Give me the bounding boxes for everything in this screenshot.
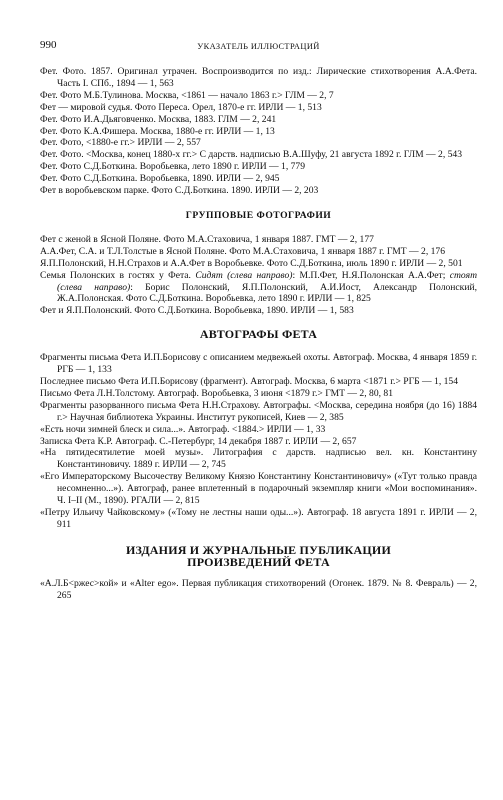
index-entry: «Петру Ильичу Чайковскому» («Тому не лестны наши оды...»). Автограф. 18 августа 1891 г. ИРЛИ — 2, 911 [40,507,477,530]
index-entry: Фет. Фото К.А.Фишера. Москва, 1880-е гг. ИРЛИ — 1, 13 [40,125,275,137]
publication-entries [40,578,477,602]
index-entry: «Есть ночи зимней блеск и сила...». Автограф. <1884.> ИРЛИ — 1, 33 [40,423,326,435]
index-entry: Фет. Фото И.А.Дьяговченко. Москва, 1883. ГЛМ — 2, 241 [40,113,277,125]
index-entry: Фет. Фото. 1857. Оригинал утрачен. Воспроизводится по изд.: Лирические стихотворения А.А.Фета. Часть I. СПб., 1894 — 1, 563 [40,66,477,89]
publications-heading-line2: ПРОИЗВЕДЕНИЙ ФЕТА [187,555,330,570]
index-entry: Письмо Фета Л.Н.Толстому. Автограф. Воробьевка, 3 июня <1879 г.> ГМТ — 2, 80, 81 [40,387,394,399]
autograph-entries [40,352,477,531]
index-entry: А.А.Фет, С.А. и Т.Л.Толстые в Ясной Поляне. Фото М.А.Стаховича, 1 января 1887 г. ГМТ — 2, 176 [40,245,446,257]
autographs-heading: АВТОГРАФЫ ФЕТА [199,327,318,342]
publications-heading-line1: ИЗДАНИЯ И ЖУРНАЛЬНЫЕ ПУБЛИКАЦИИ [126,542,391,557]
index-entry: Я.П.Полонский, Н.Н.Страхов и А.А.Фет в Воробьевке. Фото С.Д.Боткина, июль 1890 г. ИРЛИ — 2, 501 [40,257,463,269]
index-entry: Фет с женой в Ясной Поляне. Фото М.А.Стаховича, 1 января 1887. ГМТ — 2, 177 [40,233,374,245]
index-entry: Фрагменты разорванного письма Фета Н.Н.Страхову. Автографы. <Москва, середина ноября (до 16) 1884 г.> Научная библиотека Украины. Институт рукописей, Киев — 2, 385 [40,399,477,423]
standing-names: : Борис Полонский, Я.П.Полонский, А.И.Иост, Александр Полонский, Ж.А.Полонская. Фото С.Д.Боткина. Воробьевка, лето 1890 г. ИРЛИ — 1, 825 [57,281,477,305]
standing-label: стоят (слева направо) [57,269,477,293]
index-entry: Фет. Фото, <1880-е гг.> ИРЛИ — 2, 557 [40,137,201,149]
index-entry-polonsky-family [40,270,477,306]
index-entry: Фет. Фото С.Д.Боткина. Воробьевка, 1890. ИРЛИ — 2, 945 [40,173,280,185]
entry-lead: Семья Полонских в гостях у Фета. [40,269,196,281]
seated-label: Сидят (слева направо) [195,269,293,281]
index-entry: «На пятидесятилетие моей музы». Литография с дарств. надписью вел. кн. Константину Константиновичу. 1889 г. ИРЛИ — 2, 745 [40,447,477,471]
index-entry: Фет. Фото М.Б.Тулинова. Москва, <1861 — начало 1863 г.> ГЛМ — 2, 7 [40,89,334,101]
seated-names: : М.П.Фет, Н.Я.Полонская А.А.Фет; [292,269,450,281]
index-entry: Записка Фета К.Р. Автограф. С.-Петербург, 14 декабря 1887 г. ИРЛИ — 2, 657 [40,435,357,447]
index-entry: Фет. Фото С.Д.Боткина. Воробьевка, лето 1890 г. ИРЛИ — 1, 779 [40,161,306,173]
running-head [40,40,477,54]
index-entry: «А.Л.Б<ржес>кой» и «Alter ego». Первая публикация стихотворений (Огонек. 1879. № 8. Февраль) — 2, 265 [40,577,477,601]
page-number: 990 [40,39,57,51]
group-photo-entries [40,234,477,317]
portrait-entries [40,66,477,197]
index-entry: Фет. Фото. <Москва, конец 1880-х гг.> С дарств. надписью В.А.Шуфу, 21 августа 1892 г. ГЛМ — 2, 543 [40,149,463,161]
index-entry: Фрагменты письма Фета И.П.Борисову с описанием медвежьей охоты. Автограф. Москва, 4 января 1859 г. РГБ — 1, 133 [40,352,477,376]
publications-heading [40,544,477,569]
index-entry: Фет и Я.П.Полонский. Фото С.Д.Боткина. Воробьевка, 1890. ИРЛИ — 1, 583 [40,305,354,317]
index-entry: Фет — мировой судья. Фото Переса. Орел, 1870-е гг. ИРЛИ — 1, 513 [40,101,322,113]
running-title: УКАЗАТЕЛЬ ИЛЛЮСТРАЦИЙ [197,42,320,51]
index-entry: «Его Императорскому Высочеству Великому Князю Константину Константиновичу» («Тут только правда несомненно...»). Автограф, ранее вплетенный в подарочный экземпляр книги «Мои воспоминания». Ч. I–II (М., 1890). РГАЛИ — 2, 815 [40,471,477,507]
index-entry: Последнее письмо Фета И.П.Борисову (фрагмент). Автограф. Москва, 6 марта <1871 г.> РГБ — 1, 154 [40,376,459,388]
index-entry: Фет в воробьевском парке. Фото С.Д.Боткина. 1890. ИРЛИ — 2, 203 [40,185,319,197]
group-photos-heading: ГРУППОВЫЕ ФОТОГРАФИИ [185,209,332,221]
